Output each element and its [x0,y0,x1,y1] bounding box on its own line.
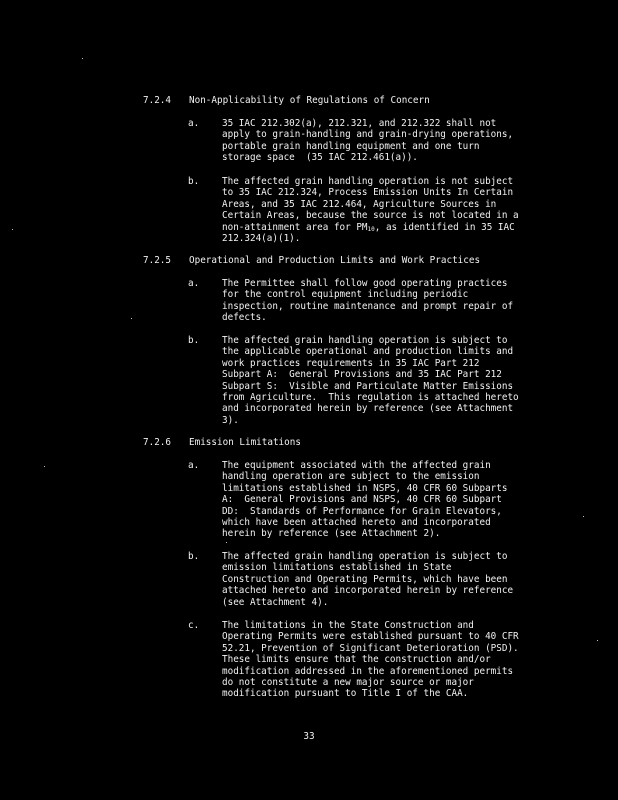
text-line: the applicable operational and production limits and [222,346,514,358]
text-line: Subpart A: General Provisions and 35 IAC Part 212 [222,369,502,381]
text-line: attached hereto and incorporated herein by reference [222,585,514,597]
text-line: modification addressed in the aforementioned permits [222,665,514,677]
text-line: The affected grain handling operation is subject to [222,551,508,562]
text-line: Construction and Operating Permits, which have been [222,573,508,585]
text-line: The affected grain handling operation is subject to [222,335,508,346]
text-line: herein by reference (see Attachment 2). [222,528,441,540]
text-line: 212.324(a)(1). [222,233,301,245]
text-line: The equipment associated with the affected grain [222,460,491,471]
item-text [222,460,562,540]
section-heading [143,437,301,448]
subscript: 10 [367,225,375,233]
item-letter: b. [188,335,200,346]
scan-speck [583,516,584,517]
text-line: which have been attached hereto and incorporated [222,517,491,529]
item-text [222,176,562,244]
section-title: Non-Applicability of Regulations of Concern [189,95,430,106]
text-line: Operating Permits were established pursuant to 40 CFR [222,631,519,643]
text-line: Certain Areas, because the source is not located in a [222,210,519,222]
scan-speck [12,229,13,230]
scan-speck [131,318,132,319]
text-line: A: General Provisions and NSPS, 40 CFR 60 Subpart [222,494,502,506]
scan-speck [597,640,598,641]
text-line: and incorporated herein by reference (see Attachment [222,403,514,415]
scan-speck [82,58,83,59]
text-line: The Permittee shall follow good operating practices [222,278,508,289]
text-line: do not constitute a new major source or major [222,677,474,689]
text-line: inspection, routine maintenance and prompt repair of [222,300,514,312]
text-line: DD: Standards of Performance for Grain Elevators, [222,505,502,517]
section-number: 7.2.5 [143,255,171,266]
scan-speck [226,542,227,543]
text-line: These limits ensure that the construction and/or [222,654,491,666]
section-heading [143,255,480,266]
section-number: 7.2.4 [143,95,171,106]
item-letter: a. [188,460,200,471]
scan-speck [44,466,45,467]
text-line: Subpart S: Visible and Particulate Matter Emissions [222,380,514,392]
text-line: from Agriculture. This regulation is attached hereto [222,392,519,404]
item-letter: b. [188,551,200,562]
text-line: for the control equipment including periodic [222,289,469,301]
section-title: Emission Limitations [189,437,301,448]
item-text [222,620,562,700]
text-line: apply to grain-handling and grain-drying operations, [222,129,514,141]
text-line: emission limitations established in State [222,562,452,574]
section-title: Operational and Production Limits and Work Practices [189,255,481,266]
item-letter: c. [188,620,200,631]
item-text [222,335,562,426]
text-line: The affected grain handling operation is not subject [222,176,514,187]
text-line: non-attainment area for $PM_{10}$, as identified in 35 IAC [222,221,515,233]
text-line: to 35 IAC 212.324, Process Emission Units In Certain [222,187,514,199]
text-line: The limitations in the State Construction and [222,620,474,631]
text-line: limitations established in NSPS, 40 CFR 60 Subparts [222,482,508,494]
text-line: defects. [222,312,267,324]
text-line: Areas, and 35 IAC 212.464, Agriculture Sources in [222,198,497,210]
text-line: work practices requirements in 35 IAC Part 212 [222,357,480,369]
item-text [222,118,562,164]
text-line: portable grain handling equipment and one turn [222,140,480,152]
text-line: 3). [222,414,239,426]
text-line: modification pursuant to Title I of the CAA. [222,688,469,700]
text-line: 35 IAC 212.302(a), 212.321, and 212.322 shall not [222,118,497,129]
item-letter: a. [188,278,200,289]
item-letter: b. [188,176,200,187]
item-text [222,278,562,324]
item-text [222,551,562,608]
section-heading [143,95,430,106]
text-line: handling operation are subject to the emission [222,471,480,483]
text-line: 52.21, Prevention of Significant Deterioration (PSD). [222,642,519,654]
text-line: (see Attachment 4). [222,596,329,608]
item-letter: a. [188,118,200,129]
section-number: 7.2.6 [143,437,171,448]
text-line: storage space (35 IAC 212.461(a)). [222,152,418,164]
page-number: 33 [303,731,315,742]
